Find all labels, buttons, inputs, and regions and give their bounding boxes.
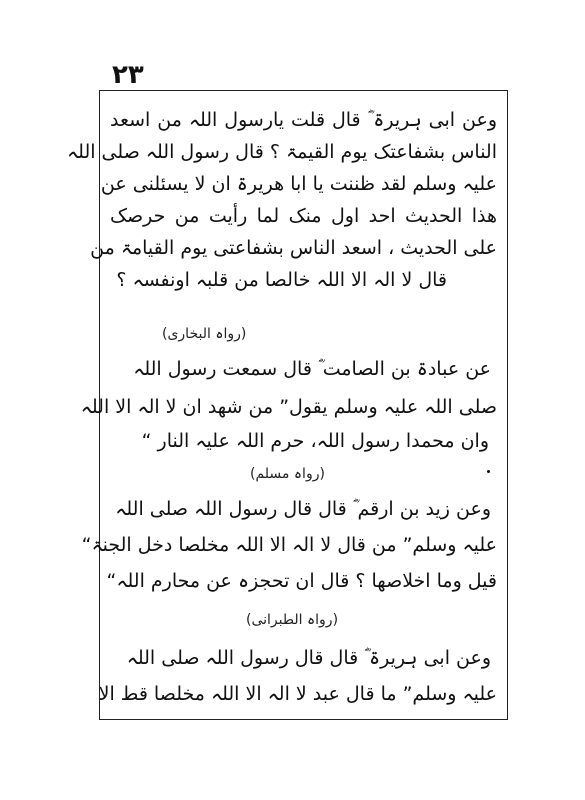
text-line: عن عبادۃ بن الصامت ؓ قال سمعت رسول اللہ <box>133 358 491 380</box>
text-line: صلی اللہ علیہ وسلم یقول” من شھد ان لا الہ الا اللہ <box>80 396 497 418</box>
text-line: علیہ وسلم” من قال لا الہ الا اللہ مخلصا دخل الجنۃ“ <box>81 534 497 556</box>
text-line: علیہ وسلم لقد ظننت یا ابا ھریرۃ ان لا یسئلنی عن <box>100 173 497 195</box>
page-number: ۲۳ <box>112 60 144 90</box>
text-line: وعن ابی ہریرۃ ؓ قال قال رسول اللہ صلی اللہ <box>126 647 491 669</box>
text-frame <box>67 90 508 720</box>
text-line: ھذا الحدیث احد اول منک لما رأیت من حرصک <box>110 205 497 227</box>
text-line: علیہ وسلم” ما قال عبد لا الہ الا اللہ مخلصا قط الا <box>98 683 497 705</box>
text-line: وعن ابی ہریرۃ ؓ قال قلت یارسول اللہ من اسعد <box>110 109 497 131</box>
text-line: قال لا الہ الا اللہ خالصا من قلبہ اونفسہ ؟ <box>116 269 447 291</box>
text-line: الناس بشفاعتک یوم القیمۃ ؟ قال رسول اللہ صلی اللہ <box>67 141 497 163</box>
attribution: (رواہ الطبرانی) <box>246 612 339 628</box>
attribution: (رواہ البخاری) <box>162 326 247 342</box>
dot <box>487 470 490 473</box>
text-line: وان محمدا رسول اللہ، حرم اللہ علیہ النار “ <box>141 430 489 452</box>
text-line: علی الحدیث ، اسعد الناس بشفاعتی یوم القیامۃ من <box>90 237 497 259</box>
text-line: قیل وما اخلاصھا ؟ قال ان تحجزہ عن محارم اللہ“ <box>106 570 497 592</box>
attribution: (رواہ مسلم) <box>250 466 325 482</box>
text-line: وعن زید بن ارقم ؓ قال قال رسول اللہ صلی اللہ <box>115 498 491 520</box>
